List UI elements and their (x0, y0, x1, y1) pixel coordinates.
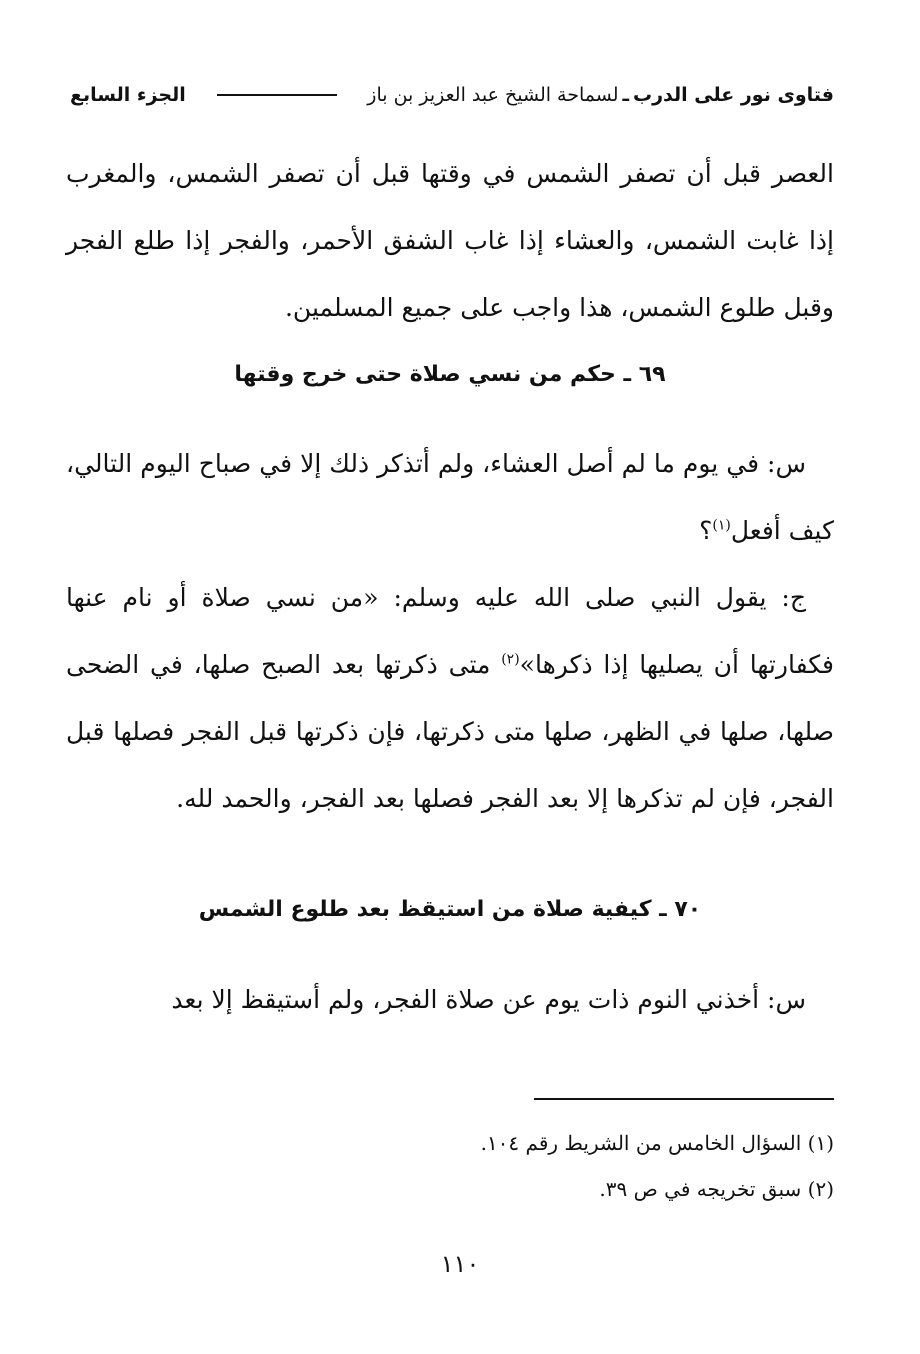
footnotes (66, 1120, 834, 1212)
question-69 (66, 430, 834, 564)
footnote-ref-1: (١) (712, 517, 731, 534)
question-69-end: ؟ (699, 516, 713, 545)
footnote-divider (534, 1098, 834, 1100)
heading-70: ٧٠ ـ كيفية صلاة من استيقظ بعد طلوع الشمس (198, 897, 702, 922)
header-series (367, 84, 834, 106)
answer-69 (66, 564, 834, 832)
footnote-2: (٢) سبق تخريجه في ص ٣٩. (599, 1177, 834, 1201)
header-separator: ـ (622, 84, 629, 106)
question-70-text: س: أخذني النوم ذات يوم عن صلاة الفجر، ولم أستيقظ إلا بعد (171, 985, 806, 1014)
answer-69-text: متى ذكرتها بعد الصبح صلها، في الضحى صلها، صلها في الظهر، صلها متى ذكرتها، فإن ذكرتها قبل الفجر فصلها قبل الفجر، فإن لم تذكرها إلا بعد الفجر فصلها بعد الفجر، والحمد لله. (66, 650, 834, 813)
paragraph-continued: العصر قبل أن تصفر الشمس في وقتها قبل أن تصفر الشمس، والمغرب إذا غابت الشمس، والعشاء إذا غاب الشفق الأحمر، والفجر إذا طلع الفجر وقبل طلوع الشمس، هذا واجب على جميع المسلمين. (66, 159, 834, 322)
footnote-1: (١) السؤال الخامس من الشريط رقم ١٠٤. (480, 1131, 834, 1155)
footnote-ref-2: (٢) (501, 651, 520, 668)
header-series-title: فتاوى نور على الدرب (633, 84, 834, 106)
header-author: لسماحة الشيخ عبد العزيز بن باز (367, 84, 619, 106)
running-header (70, 84, 834, 106)
question-69-text: س: في يوم ما لم أصل العشاء، ولم أتذكر ذلك إلا في صباح اليوم التالي، كيف أفعل (66, 449, 834, 545)
answer-69-hadith: ج: يقول النبي صلى الله عليه وسلم: «من نسي صلاة أو نام عنها فكفارتها أن يصليها إذا ذكرها» (66, 583, 834, 679)
header-part: الجزء السابع (70, 84, 186, 106)
page-number: ١١٠ (440, 1250, 480, 1278)
question-70 (66, 966, 834, 1033)
header-rule (217, 94, 337, 96)
heading-69: ٦٩ ـ حكم من نسي صلاة حتى خرج وقتها (234, 362, 666, 387)
